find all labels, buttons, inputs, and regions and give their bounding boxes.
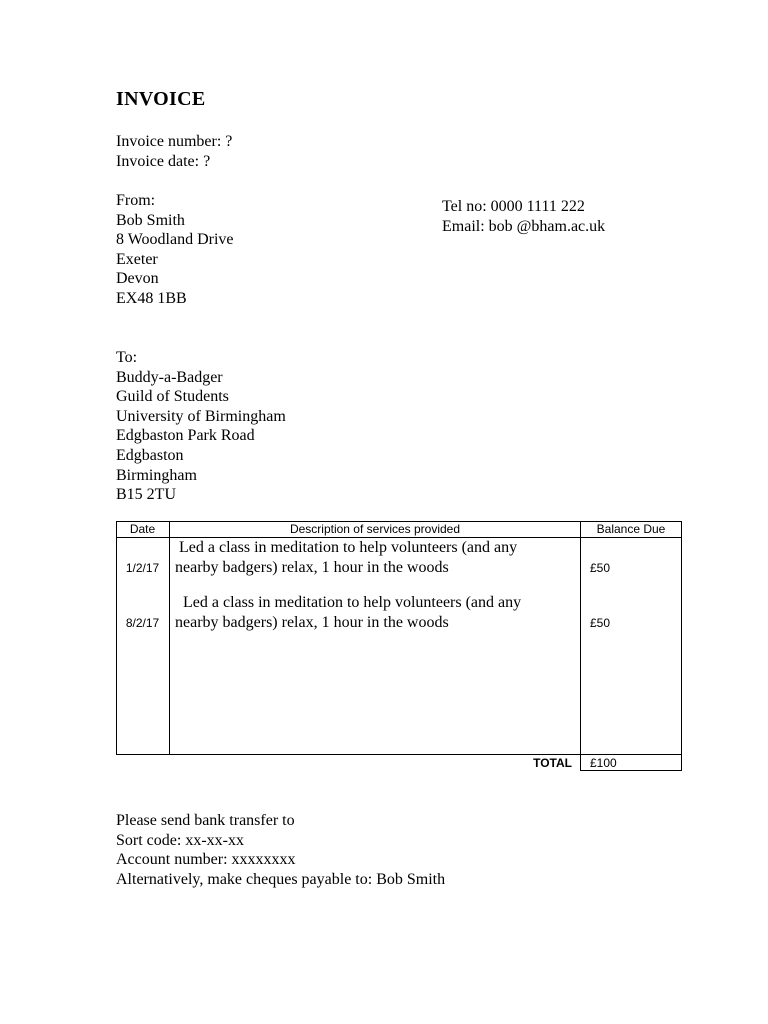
to-line: Guild of Students	[116, 388, 229, 406]
table-bottom-rule	[116, 754, 682, 755]
balance-column-divider	[580, 521, 581, 771]
date-column-divider	[169, 521, 170, 755]
row-amount: £50	[590, 561, 611, 575]
table-left-border	[116, 521, 117, 755]
from-line: Devon	[116, 270, 159, 288]
to-line: Edgbaston Park Road	[116, 427, 255, 445]
payment-line: Alternatively, make cheques payable to: Bob Smith	[116, 870, 446, 888]
from-line: Bob Smith	[116, 211, 185, 229]
total-label: TOTAL	[533, 756, 572, 770]
to-line: B15 2TU	[116, 486, 176, 504]
email: Email: bob @bham.ac.uk	[442, 217, 606, 235]
to-line: Edgbaston	[116, 446, 184, 464]
invoice-number: Invoice number: ?	[116, 133, 233, 150]
contact-details	[442, 197, 605, 236]
invoice-title: INVOICE	[116, 88, 206, 110]
from-line: 8 Woodland Drive	[116, 231, 234, 249]
payment-line: Account number: xxxxxxxx	[116, 851, 296, 869]
invoice-date: Invoice date: ?	[116, 152, 211, 170]
row-date: 1/2/17	[125, 561, 160, 575]
from-line: EX48 1BB	[116, 289, 187, 307]
total-value: £100	[590, 756, 617, 770]
from-heading: From:	[116, 192, 156, 209]
invoice-meta	[116, 132, 232, 171]
to-line: Birmingham	[116, 466, 197, 484]
row-description-line: Led a class in meditation to help volunteers (and any	[175, 539, 518, 556]
row-description	[175, 538, 575, 577]
to-address	[116, 348, 286, 505]
to-line: Buddy-a-Badger	[116, 368, 223, 386]
header-description: Description of services provided	[289, 522, 461, 536]
row-description	[175, 593, 575, 632]
payment-instructions	[116, 811, 445, 889]
to-heading: To:	[116, 349, 138, 366]
table-right-border	[681, 521, 682, 771]
to-line: University of Birmingham	[116, 407, 286, 425]
from-line: Exeter	[116, 250, 158, 268]
from-address	[116, 191, 234, 309]
header-balance: Balance Due	[596, 522, 666, 536]
row-amount: £50	[590, 616, 611, 630]
payment-line: Please send bank transfer to	[116, 812, 295, 829]
telephone: Tel no: 0000 1111 222	[442, 198, 585, 215]
total-row-bottom-border	[580, 770, 682, 771]
payment-line: Sort code: xx-xx-xx	[116, 831, 244, 849]
header-date: Date	[129, 522, 156, 536]
row-description-line: Led a class in meditation to help volunteers (and any	[175, 594, 522, 611]
services-table	[116, 521, 682, 771]
row-date: 8/2/17	[125, 616, 160, 630]
row-description-line: nearby badgers) relax, 1 hour in the woods	[175, 558, 449, 576]
row-description-line: nearby badgers) relax, 1 hour in the woods	[175, 613, 449, 631]
